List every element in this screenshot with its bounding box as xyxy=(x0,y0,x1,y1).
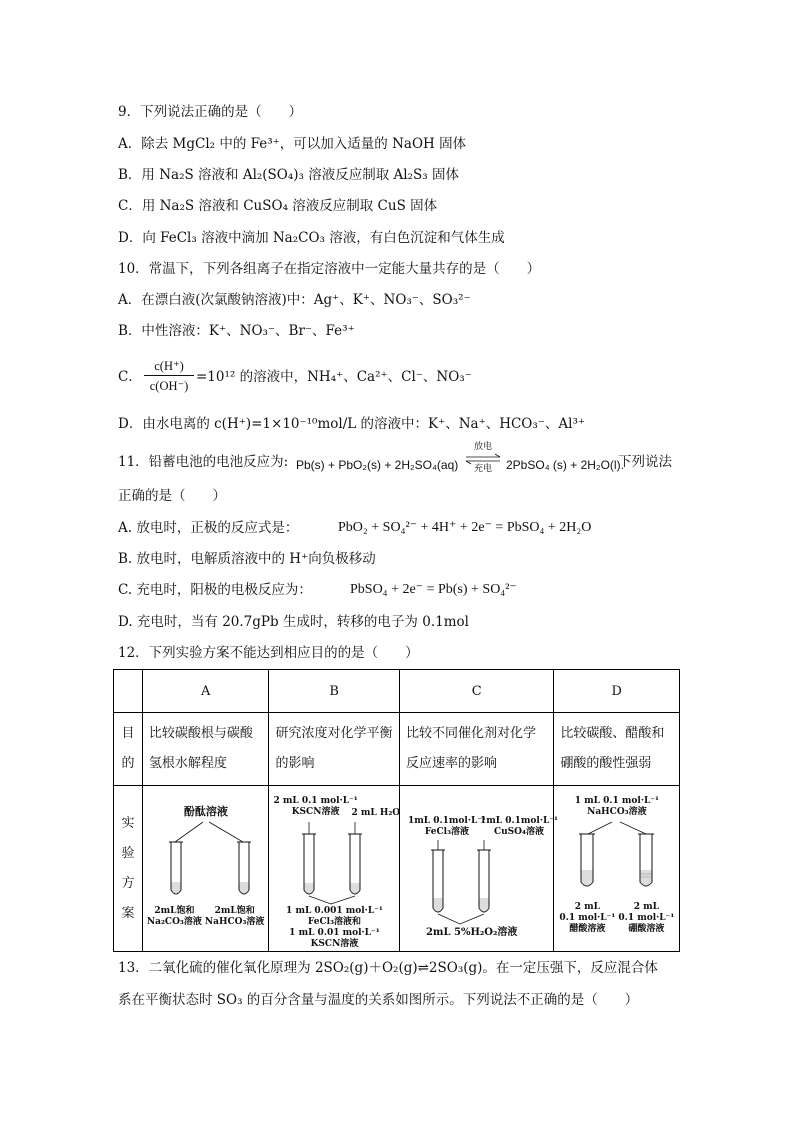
row-header-aim-text: 目的 xyxy=(121,726,135,771)
test-tube-icon xyxy=(579,834,595,886)
q11-c-label: C. 充电时，阳极的电极反应为： xyxy=(118,582,312,598)
table-corner-cell xyxy=(114,670,143,713)
table-header-d: D xyxy=(554,670,680,713)
q11-a-label: A. 放电时，正极的反应式是： xyxy=(118,520,299,536)
q10-option-d: D．由水电离的 c(H⁺)=1×10⁻¹⁰mol/L 的溶液中：K⁺、Na⁺、HCO₃⁻、Al³⁺ xyxy=(118,416,586,432)
fig-b-kscn-label: 2 mL 0.1 mol·L⁻¹ KSCN溶液 xyxy=(273,796,358,817)
q11-option-c xyxy=(118,580,517,600)
q11-arrow-top: 放电 xyxy=(473,442,492,452)
q11-stem xyxy=(118,442,688,474)
aim-a: 比较碳酸根与碳酸氢根水解程度 xyxy=(142,713,269,786)
row-header-plan xyxy=(114,786,143,952)
q10-option-a: A．在漂白液(次氯酸钠溶液)中：Ag⁺、K⁺、NO₃⁻、SO₃²⁻ xyxy=(118,292,471,308)
test-tube-icon xyxy=(169,842,183,894)
q11-option-d: D. 充电时，当有 20.7gPb 生成时，转移的电子为 0.1mol xyxy=(118,614,469,630)
table-header-c: C xyxy=(399,670,553,713)
q11-option-b: B. 放电时，电解质溶液中的 H⁺向负极移动 xyxy=(118,551,376,567)
fig-b-bottom-label: 1 mL 0.001 mol·L⁻¹ FeCl₃溶液和 1 mL 0.01 mol·L⁻¹ KSCN溶液 xyxy=(286,906,383,949)
q10-c-rest: =10¹² 的溶液中，NH₄⁺、Ca²⁺、Cl⁻、NO₃⁻ xyxy=(196,369,472,385)
q13-line-1: 13．二氧化硫的催化氧化原理为 2SO₂(g)＋O₂(g)⇌2SO₃(g)。在一定压强下，反应混合体 xyxy=(118,960,658,976)
q11-arrow-bottom: 充电 xyxy=(473,464,492,474)
fig-a-indicator-label: 酚酞溶液 xyxy=(183,805,228,818)
aim-c: 比较不同催化剂对化学反应速率的影响 xyxy=(399,713,553,786)
q10-option-b: B．中性溶液：K⁺、NO₃⁻、Br⁻、Fe³⁺ xyxy=(118,323,355,339)
test-tube-icon xyxy=(431,850,445,912)
test-tube-icon xyxy=(477,850,491,912)
experiment-table xyxy=(113,669,680,952)
table-header-b: B xyxy=(269,670,400,713)
fig-a-left-label: 2mL饱和 Na₂CO₃溶液 xyxy=(146,906,202,927)
q11-c-equation: PbSO₄ + 2e⁻ = Pb(s) + SO₄²⁻ xyxy=(350,582,517,597)
fig-d-left-label: 2 mL 0.1 mol·L⁻¹ 醋酸溶液 xyxy=(559,902,616,934)
q10-c-denominator: c(OH⁻) xyxy=(149,379,189,393)
q9-stem: 9．下列说法正确的是（ ） xyxy=(118,104,303,120)
figure-b xyxy=(269,786,400,952)
fig-a-right-label: 2mL饱和 NaHCO₃溶液 xyxy=(204,906,265,927)
fig-c-bottom-label: 2mL 5%H₂O₂溶液 xyxy=(425,927,518,938)
aim-d: 比较碳酸、醋酸和硼酸的酸性强弱 xyxy=(554,713,680,786)
q10-c-prefix: C． xyxy=(118,369,142,385)
fig-d-nahco3-label: 1 mL 0.1 mol·L⁻¹ NaHCO₃溶液 xyxy=(574,796,660,817)
fig-b-water-label: 2 mL H₂O xyxy=(351,808,401,818)
test-tube-icon xyxy=(348,834,362,894)
q11-stem-c: 正确的是（ ） xyxy=(118,488,226,504)
q11-stem-b: 下列说法 xyxy=(618,454,672,470)
aim-b: 研究浓度对化学平衡的影响 xyxy=(269,713,400,786)
fig-d-right-label: 2 mL 0.1 mol·L⁻¹ 硼酸溶液 xyxy=(618,902,675,934)
q13-line-2: 系在平衡状态时 SO₃ 的百分含量与温度的关系如图所示。下列说法不正确的是（ ） xyxy=(118,992,639,1008)
q9-option-c: C．用 Na₂S 溶液和 CuSO₄ 溶液反应制取 CuS 固体 xyxy=(118,198,438,214)
q11-option-a xyxy=(118,518,592,538)
row-header-plan-text: 实验方案 xyxy=(121,815,135,921)
q9-option-b: B．用 Na₂S 溶液和 Al₂(SO₄)₃ 溶液反应制取 Al₂S₃ 固体 xyxy=(118,167,459,183)
test-tube-icon xyxy=(302,834,316,894)
figure-d xyxy=(554,786,680,952)
fig-c-fecl3-label: 1mL 0.1mol·L⁻¹ FeCl₃溶液 xyxy=(407,816,486,837)
q9-option-a: A．除去 MgCl₂ 中的 Fe³⁺，可以加入适量的 NaOH 固体 xyxy=(118,136,467,152)
q9-option-d: D．向 FeCl₃ 溶液中滴加 Na₂CO₃ 溶液，有白色沉淀和气体生成 xyxy=(118,230,505,246)
q12-stem: 12．下列实验方案不能达到相应目的的是（ ） xyxy=(118,645,419,661)
test-tube-icon xyxy=(237,842,251,894)
row-header-aim xyxy=(114,713,143,786)
q10-c-numerator: c(H⁺) xyxy=(144,357,194,376)
test-tube-icon xyxy=(638,834,654,886)
table-header-a: A xyxy=(142,670,269,713)
q11-a-equation: PbO₂ + SO₄²⁻ + 4H⁺ + 2e⁻ = PbSO₄ + 2H₂O xyxy=(338,520,592,535)
fig-c-cuso4-label: 1mL 0.1mol·L⁻¹ CuSO₄溶液 xyxy=(479,816,558,837)
figure-a xyxy=(142,786,269,952)
q10-stem: 10．常温下，下列各组离子在指定溶液中一定能大量共存的是（ ） xyxy=(118,261,541,277)
figure-c xyxy=(399,786,558,952)
q11-reaction-left: Pb(s) + PbO₂(s) + 2H₂SO₄(aq) xyxy=(296,458,459,472)
q11-stem-a: 11．铅蓄电池的电池反应为: xyxy=(118,454,289,470)
q11-reaction-right: 2PbSO₄ (s) + 2H₂O(l). xyxy=(506,458,624,472)
